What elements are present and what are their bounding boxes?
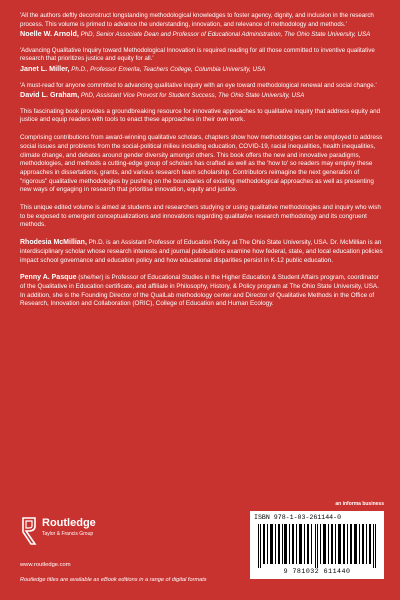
barcode-digits: 9 781032 611440: [283, 568, 351, 575]
endorsement-quote: 'A must-read for anyone committed to advancing qualitative inquiry with an eye toward methodological renewal and social change.': [20, 81, 377, 89]
description-paragraph: This fascinating book provides a groundbreaking resource for innovative approaches to qualitative inquiry that address equity and justice and equip readers with tools to enact these approaches in their own work.: [20, 107, 381, 124]
routledge-logo-icon: [20, 516, 38, 546]
barcode-icon: [254, 524, 380, 568]
endorsement-quote: 'All the authors deftly deconstruct longstanding methodological knowledges to foster agency, dignity, and inclusion in the research process. This volume is primed to advance the understanding, innovation, and relevance of methodology and methods.': [20, 12, 374, 28]
endorsement-signature: [20, 91, 384, 101]
endorsement: [20, 82, 384, 101]
description-paragraph: This unique edited volume is aimed at students and researchers studying or using qualitative methodologies and inquiry who wish to be exposed to emergent conceptualizations and innovations regarding qualitative research methodology and its congruent methods.: [20, 204, 381, 229]
endorsement-signature: [20, 65, 384, 75]
publisher-website[interactable]: www.routledge.com: [20, 562, 71, 568]
endorser-affiliation: Ph.D., Professor Emerita, Teachers College, Columbia University, USA: [71, 65, 266, 73]
barcode-label: [250, 511, 384, 579]
endorser-name: Noelle W. Arnold,: [20, 29, 79, 39]
barcode-area: [250, 501, 384, 581]
endorser-name: Janet L. Miller,: [20, 63, 70, 73]
footer: [20, 501, 384, 594]
publisher-logo: [20, 516, 140, 556]
author-bio: [20, 239, 384, 265]
ebook-note: Routledge titles are available as eBook editions in a range of digital formats: [20, 577, 207, 583]
publisher-name: Routledge: [42, 517, 96, 529]
author-bio-text: Ph.D. is an Assistant Professor of Education Policy at The Ohio State University, USA. Dr. McMillian is an interdisciplinary scholar whose research interests and journal publications examine how federal, state, and local education policies impact school governance and education policy and how educational disparities persist in K-12 public education.: [20, 239, 383, 264]
endorsement-signature: [20, 30, 384, 40]
author-bio-text: (she/her) is Professor of Educational Studies in the Higher Education & Student Affairs program, coordinator of the Qualitative in Education certificate, and affiliate in Philosophy, History, & Policy program at The Ohio State University, USA. In addition, she is the Founding Director of the QualLab methodology center and Director of Qualitative Methods in the Office of Research, Innovation and Collaboration (ORIC), College of Education and Human Ecology.: [20, 274, 379, 308]
author-name: Penny A. Pasque: [20, 274, 77, 282]
author-name: Rhodesia McMillian,: [20, 239, 87, 247]
isbn-text: ISBN 978-1-03-261144-0: [254, 514, 342, 521]
endorsement: [20, 47, 384, 75]
informa-tag: an informa business: [335, 501, 384, 507]
endorser-affiliation: PhD, Assistant Vice Provost for Student Success, The Ohio State University, USA: [80, 92, 305, 100]
publisher-group: Taylor & Francis Group: [42, 531, 94, 537]
endorser-affiliation: PhD, Senior Associate Dean and Professor of Educational Administration, The Ohio State University, USA: [80, 31, 371, 39]
author-bio: [20, 274, 384, 309]
endorsement-quote: 'Advancing Qualitative Inquiry toward Methodological Innovation is required reading for all those committed to inventive qualitative research that prioritizes justice and equity for all.': [20, 46, 375, 63]
endorser-name: David L. Graham,: [20, 90, 80, 100]
description-paragraph: Comprising contributions from award-winning qualitative scholars, chapters show how methodologies can be employed to address social issues and problems from the social-political milieu including education, COVID-19, racial inequalities, health inequalities, climate change, and debates around gender diversity amongst others. This book offers the new and innovative paradigms, methodologies, and methods a cutting-edge group of scholars has crafted as well as the 'how to' so readers may employ these approaches in dissertations, grants, and various research team scholarship. Contributors reimagine the next generation of "rigorous" qualitative methodologies by pushing on the boundaries of existing methodological approaches as well as presenting new ways of engaging in research that prioritise innovation, equity and justice.: [20, 134, 383, 194]
back-cover-text: [20, 12, 384, 318]
endorsement: [20, 12, 384, 40]
